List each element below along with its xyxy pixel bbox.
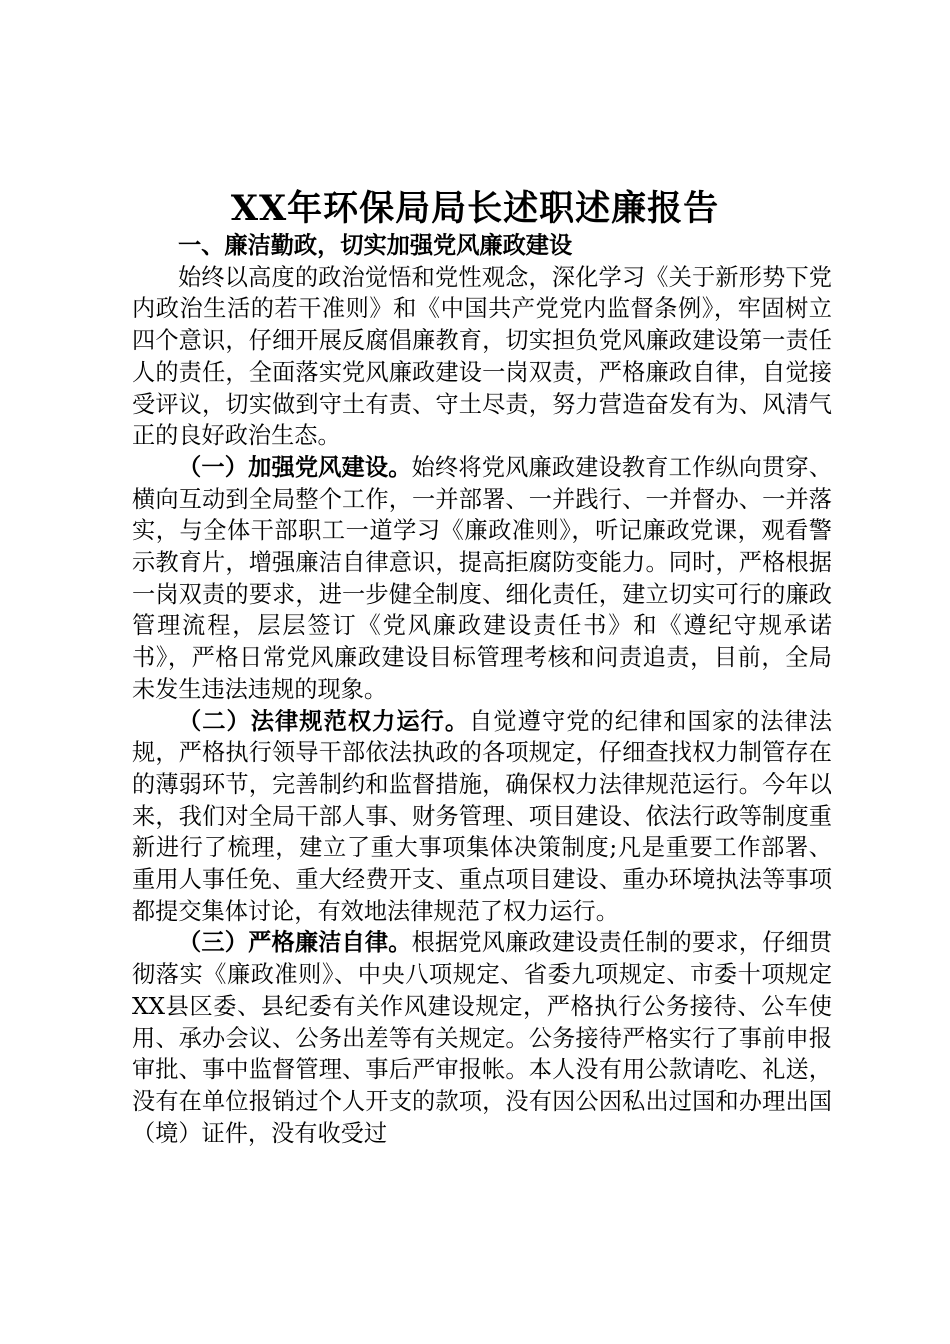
paragraph-text: 自觉遵守党的纪律和国家的法律法规，严格执行领导干部依法执政的各项规定，仔细查找权力制管存在的薄弱环节，完善制约和监督措施，确保权力法律规范运行。今年以来，我们对全局干部人事、财务管理、项目建设、依法行政等制度重新进行了梳理，建立了重大事项集体决策制度;凡是重要工作部署、重用人事任免、重大经费开支、重点项目建设、重办环境执法等事项都提交集体讨论，有效地法律规范了权力运行。 <box>132 707 833 925</box>
subsection-heading: （三）严格廉洁自律。 <box>178 929 412 957</box>
subsection-heading: （二）法律规范权力运行。 <box>178 707 470 735</box>
paragraph <box>132 927 832 1149</box>
document-body <box>132 230 832 1149</box>
paragraph: 始终以高度的政治觉悟和党性观念，深化学习《关于新形势下党内政治生活的若干准则》和《中国共产党党内监督条例》，牢固树立四个意识，仔细开展反腐倡廉教育，切实担负党风廉政建设第一责任人的责任，全面落实党风廉政建设一岗双责，严格廉政自律，自觉接受评议，切实做到守土有责、守土尽责，努力营造奋发有为、风清气正的良好政治生态。 <box>132 263 832 450</box>
subsection-heading: （一）加强党风建设。 <box>178 453 412 481</box>
paragraph-text: 根据党风廉政建设责任制的要求，仔细贯彻落实《廉政准则》、中央八项规定、省委九项规定、市委十项规定XX县区委、县纪委有关作风建设规定，严格执行公务接待、公车使用、承办会议、公务出差等有关规定。公务接待严格实行了事前申报审批、事中监督管理、事后严审报帐。本人没有用公款请吃、礼送，没有在单位报销过个人开支的款项，没有因公因私出过国和办理出国（境）证件，没有收受过 <box>132 929 833 1147</box>
document-title: XX年环保局局长述职述廉报告 <box>230 188 720 229</box>
paragraph <box>132 452 832 706</box>
paragraph <box>132 706 832 928</box>
paragraph-text: 始终将党风廉政建设教育工作纵向贯穿、横向互动到全局整个工作，一并部署、一并践行、一并督办、一并落实，与全体干部职工一道学习《廉政准则》，听记廉政党课，观看警示教育片，增强廉洁自律意识，提高拒腐防变能力。同时，严格根据一岗双责的要求，进一步健全制度、细化责任，建立切实可行的廉政管理流程，层层签订《党风廉政建设责任书》和《遵纪守规承诺书》，严格日常党风廉政建设目标管理考核和问责追责，目前，全局未发生违法违规的现象。 <box>132 453 833 703</box>
section-heading: 一、廉洁勤政，切实加强党风廉政建设 <box>178 232 573 259</box>
